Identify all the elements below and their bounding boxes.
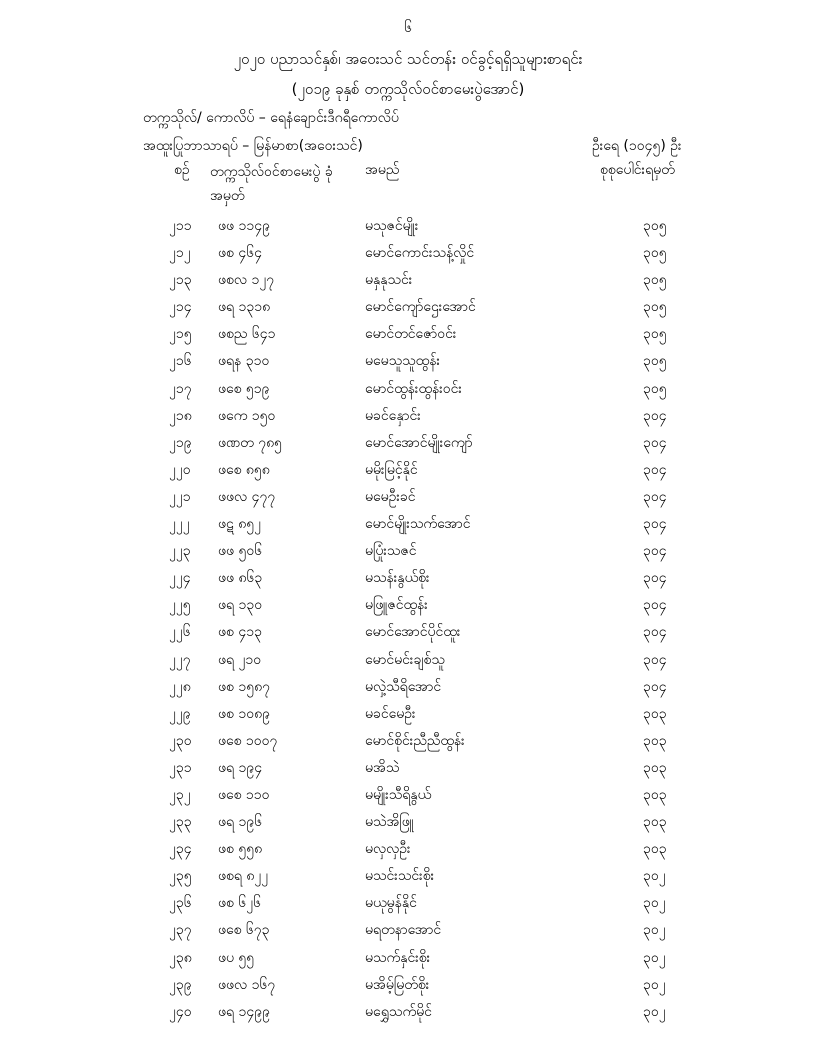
document-subtitle: (၂၀၁၉ ခုနှစ် တက္ကသိုလ်ဝင်စာမေးပွဲအောင်)	[291, 80, 525, 98]
cell-roll-number: ဖရန ၃၁၀	[218, 353, 270, 370]
table-row	[0, 510, 816, 537]
results-table	[0, 212, 816, 1025]
cell-roll-number: ဖစေ ၅၁၉	[218, 380, 270, 397]
cell-serial-no: ၂၃၆	[169, 895, 192, 912]
cell-serial-no: ၂၃၂	[169, 786, 191, 803]
cell-name: မသင်းသင်းစိုး	[365, 868, 435, 885]
cell-roll-number: ဖစ ၅၅၈	[218, 841, 263, 858]
cell-name: မပြုံးသဇင်	[365, 543, 417, 560]
cell-serial-no: ၂၁၁	[169, 218, 192, 234]
cell-serial-no: ၂၃၁	[169, 759, 192, 776]
cell-serial-no: ၂၃၈	[169, 949, 192, 966]
cell-name: မောင်ထွန်းထွန်းဝင်း	[365, 380, 462, 397]
cell-name: မခင်နှောင်း	[365, 407, 421, 424]
cell-name: မောင်ကောင်းသန့်လှိုင်	[365, 245, 475, 262]
header-total-marks: စုစုပေါင်းရမှတ်	[600, 162, 675, 178]
cell-total-marks: ၃၀၄	[643, 516, 667, 533]
table-row	[0, 239, 816, 266]
cell-name: မောင်ကျော်ဌေးအောင်	[365, 299, 476, 316]
cell-roll-number: ဖစေ ၆၇၃	[218, 922, 270, 939]
cell-total-marks: ၃၀၄	[643, 461, 667, 478]
table-row	[0, 537, 816, 564]
university-line: တက္ကသိုလ်/ ကောလိပ် – ရေနံချောင်းဒီဂရီကောလိပ်	[143, 110, 399, 126]
headcount-line: ဦးရေ (၁၀၄၅) ဦး	[592, 138, 682, 154]
cell-total-marks: ၃၀၅	[643, 299, 667, 316]
cell-roll-number: ဖဋ ၈၅၂	[218, 516, 261, 533]
cell-roll-number: ဖစေ ၁၀၀၇	[218, 732, 278, 749]
cell-total-marks: ၃၀၄	[643, 570, 667, 587]
cell-serial-no: ၂၁၅	[169, 326, 192, 343]
cell-name: မယုမွန်နိုင်	[365, 895, 417, 912]
cell-roll-number: ဖရ ၁၃၀	[218, 597, 263, 614]
table-row	[0, 429, 816, 456]
cell-roll-number: ဖရ ၁၉၆	[218, 814, 263, 831]
cell-name: မသန်းနွယ်စိုး	[365, 570, 430, 587]
cell-roll-number: ဖစ ၁၀၈၉	[218, 705, 270, 722]
table-row	[0, 835, 816, 862]
cell-total-marks: ၃၀၃	[643, 759, 667, 776]
cell-roll-number: ဖကေ ၁၅၀	[218, 407, 276, 424]
cell-roll-number: ဖရ ၁၄၉၉	[218, 1003, 270, 1020]
cell-roll-number: ဖရ ၁၃၁၈	[218, 299, 271, 316]
cell-roll-number: ဖစရ ၈၂၂	[218, 868, 269, 885]
cell-total-marks: ၃၀၅	[643, 245, 667, 262]
cell-total-marks: ၃၀၄	[643, 651, 667, 668]
table-row	[0, 700, 816, 727]
cell-name: မအိမ့်မြတ်စိုး	[365, 976, 430, 993]
cell-serial-no: ၂၃၀	[169, 732, 192, 749]
cell-total-marks: ၃၀၃	[643, 705, 667, 722]
cell-serial-no: ၂၁၂	[169, 245, 191, 262]
cell-total-marks: ၃၀၄	[643, 488, 667, 505]
cell-serial-no: ၂၁၄	[169, 299, 192, 316]
table-row	[0, 266, 816, 293]
table-row	[0, 727, 816, 754]
table-row	[0, 808, 816, 835]
table-row	[0, 998, 816, 1025]
table-row	[0, 754, 816, 781]
cell-roll-number: ဖစ ၆၂၆	[218, 895, 261, 912]
cell-name: မောင်စိုင်းညီညီထွန်း	[365, 732, 465, 749]
cell-name: မသက်နှင်းစိုး	[365, 949, 431, 966]
cell-name: မောင်တင်ဇော်ဝင်း	[365, 326, 457, 343]
table-row	[0, 375, 816, 402]
page-number: ၆	[404, 20, 412, 36]
cell-serial-no: ၂၃၅	[169, 868, 192, 885]
header-name: အမည်	[365, 162, 400, 178]
cell-serial-no: ၂၃၇	[169, 922, 192, 939]
cell-name: မမေသူသူထွန်း	[365, 353, 441, 370]
cell-serial-no: ၂၂၂	[169, 516, 190, 533]
cell-total-marks: ၃၀၄	[643, 624, 667, 641]
document-title: ၂၀၂၀ ပညာသင်နှစ်၊ အဝေးသင် သင်တန်း ဝင်ခွင့်ရရှိသူများစာရင်း	[233, 50, 583, 68]
cell-name: မခင်မေဦး	[365, 705, 416, 722]
cell-name: မလှဲ့သီရိအောင်	[365, 678, 442, 695]
cell-name: မသဲအိဖြူ	[365, 814, 414, 831]
cell-total-marks: ၃၀၃	[643, 786, 667, 803]
cell-total-marks: ၃၀၂	[643, 868, 666, 885]
cell-name: မောင်မျိုးသက်အောင်	[365, 516, 471, 533]
cell-name: မဖြူဇင်ထွန်း	[365, 597, 428, 614]
cell-serial-no: ၂၁၇	[169, 380, 192, 397]
cell-serial-no: ၂၂၅	[169, 597, 191, 614]
cell-serial-no: ၂၂၄	[169, 570, 191, 587]
cell-name: မရတနာအောင်	[365, 922, 442, 939]
cell-serial-no: ၂၂၉	[169, 705, 191, 722]
cell-total-marks: ၃၀၄	[643, 407, 667, 424]
cell-roll-number: ဖပ ၅၅	[218, 949, 255, 966]
cell-total-marks: ၃၀၄	[643, 434, 667, 451]
cell-total-marks: ၃၀၄	[643, 543, 667, 560]
cell-total-marks: ၃၀၃	[643, 732, 667, 749]
cell-total-marks: ၃၀၄	[643, 597, 667, 614]
cell-roll-number: ဖစည ၆၄၁	[218, 326, 276, 343]
cell-serial-no: ၂၁၈	[169, 407, 192, 424]
table-row	[0, 320, 816, 347]
table-row	[0, 916, 816, 943]
cell-roll-number: ဖရ ၂၁၀	[218, 651, 262, 668]
cell-total-marks: ၃၀၅	[643, 353, 667, 370]
cell-name: မောင်အောင်ပိုင်ထူး	[365, 624, 461, 641]
cell-total-marks: ၃၀၂	[643, 976, 666, 993]
cell-serial-no: ၂၃၄	[169, 841, 192, 858]
cell-name: မမေဦးခင်	[365, 488, 416, 505]
cell-roll-number: ဖစ ၁၅၈၇	[218, 678, 270, 695]
cell-name: မအိသဲ	[365, 759, 400, 776]
cell-serial-no: ၂၃၉	[169, 976, 192, 993]
cell-total-marks: ၃၀၅	[643, 218, 667, 234]
cell-name: မသုဇင်မျိုး	[365, 218, 419, 234]
cell-name: မောင်အောင်မျိုးကျော်	[365, 434, 473, 451]
cell-serial-no: ၂၂၈	[169, 678, 191, 695]
cell-total-marks: ၃၀၅	[643, 272, 667, 289]
cell-serial-no: ၂၂၇	[169, 651, 191, 668]
cell-roll-number: ဖစလ ၁၂၇	[218, 272, 275, 289]
table-row	[0, 862, 816, 889]
cell-roll-number: ဖစ ၄၆၄	[218, 245, 262, 262]
cell-serial-no: ၂၁၆	[169, 353, 192, 370]
cell-name: မရွှေသက်မိုင်	[365, 1003, 432, 1020]
table-row	[0, 591, 816, 618]
table-row	[0, 347, 816, 374]
cell-total-marks: ၃၀၃	[643, 814, 667, 831]
table-row	[0, 618, 816, 645]
table-row	[0, 483, 816, 510]
table-row	[0, 293, 816, 320]
table-row	[0, 212, 816, 239]
cell-roll-number: ဖစေ ၈၅၈	[218, 461, 270, 478]
cell-roll-number: ဖစ ၄၁၃	[218, 624, 262, 641]
cell-serial-no: ၂၂၃	[169, 543, 191, 560]
cell-serial-no: ၂၂၀	[169, 461, 191, 478]
cell-total-marks: ၃၀၄	[643, 678, 667, 695]
cell-name: မောင်မင်းချစ်သူ	[365, 651, 445, 668]
cell-total-marks: ၃၀၃	[643, 841, 667, 858]
cell-serial-no: ၂၄၀	[169, 1003, 192, 1020]
table-row	[0, 564, 816, 591]
cell-name: မလှလှဦး	[365, 841, 411, 858]
cell-name: မနှနုသင်း	[365, 272, 413, 289]
cell-serial-no: ၂၁၉	[169, 434, 192, 451]
table-row	[0, 456, 816, 483]
table-row	[0, 402, 816, 429]
table-row	[0, 646, 816, 673]
cell-roll-number: ဖဖ ၈၆၃	[218, 570, 263, 587]
cell-name: မမိုးမြင့်နိုင်	[365, 461, 418, 478]
cell-total-marks: ၃၀၂	[643, 922, 666, 939]
table-row	[0, 944, 816, 971]
cell-roll-number: ဖစေ ၁၁၀	[218, 786, 270, 803]
table-row	[0, 889, 816, 916]
header-roll-number: တက္ကသိုလ်ဝင်စာမေးပွဲ ခုံအမှတ်	[210, 164, 333, 204]
cell-serial-no: ၂၂၆	[169, 624, 191, 641]
cell-roll-number: ဖရ ၁၉၄	[218, 759, 263, 776]
cell-roll-number: ဖဖ ၅၀၆	[218, 543, 263, 560]
cell-roll-number: ဖဖလ ၄၇၇	[218, 488, 276, 505]
cell-total-marks: ၃၀၅	[643, 326, 667, 343]
cell-roll-number: ဖဖ ၁၁၄၉	[218, 218, 270, 234]
cell-total-marks: ၃၀၂	[643, 1003, 666, 1020]
cell-total-marks: ၃၀၂	[643, 949, 666, 966]
cell-name: မမျိုးသီရိနွယ်	[365, 786, 432, 803]
table-row	[0, 971, 816, 998]
cell-roll-number: ဖဏတ ၇၈၅	[218, 434, 282, 451]
table-row	[0, 673, 816, 700]
table-row	[0, 781, 816, 808]
cell-total-marks: ၃၀၅	[643, 380, 667, 397]
cell-serial-no: ၂၁၃	[169, 272, 192, 289]
cell-roll-number: ဖဖလ ၁၆၇	[218, 976, 276, 993]
header-serial-no: စဉ်	[174, 162, 190, 178]
cell-serial-no: ၂၂၁	[169, 488, 191, 505]
cell-total-marks: ၃၀၂	[643, 895, 666, 912]
subject-line: အထူးပြုဘာသာရပ် – မြန်မာစာ(အဝေးသင်)	[143, 138, 363, 154]
cell-serial-no: ၂၃၃	[169, 814, 192, 831]
